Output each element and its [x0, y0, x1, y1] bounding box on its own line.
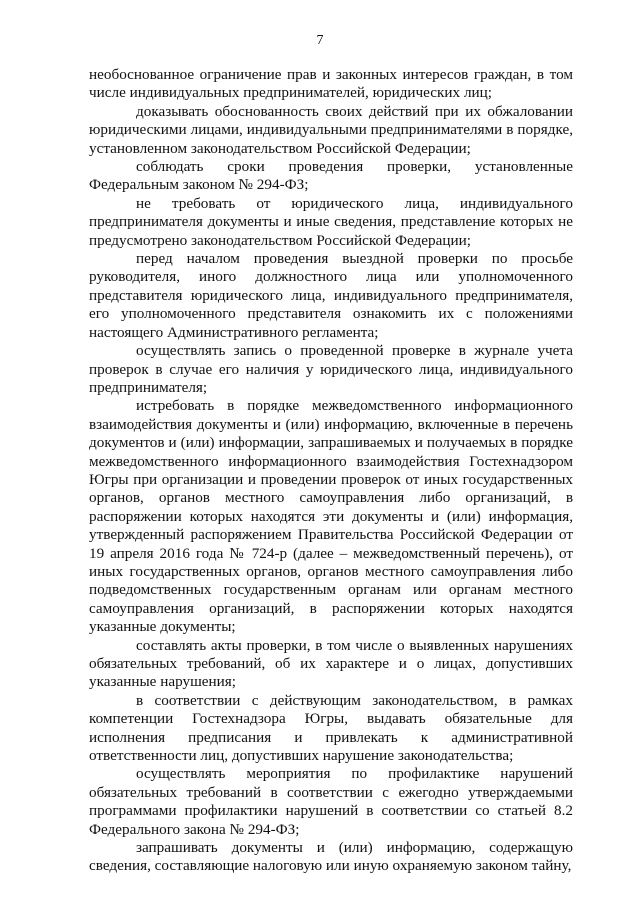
page-number: 7: [316, 33, 324, 48]
paragraph: не требовать от юридического лица, индивидуального предпринимателя документы и иные сведения, представление которых не предусмотрено законодательством Российской Федерации;: [89, 194, 573, 249]
paragraph: осуществлять запись о проведенной проверке в журнале учета проверок в случае его наличия у юридического лица, индивидуального предпринимателя;: [89, 342, 573, 396]
document-body: [89, 66, 573, 876]
paragraph: доказывать обоснованность своих действий при их обжаловании юридическими лицами, индивидуальными предпринимателями в порядке, установленном законодательством Российской Федерации;: [89, 102, 573, 157]
paragraph: в соответствии с действующим законодательством, в рамках компетенции Гостехнадзора Югры, выдавать обязательные для исполнения предписания и привлекать к административной ответственности лиц, допустивших нарушение законодательства;: [89, 691, 573, 765]
paragraph: осуществлять мероприятия по профилактике нарушений обязательных требований в соответствии с ежегодно утверждаемыми программами профилактики нарушений в соответствии со статьей 8.2 Федерального закона № 294-ФЗ;: [89, 765, 573, 838]
paragraph: истребовать в порядке межведомственного информационного взаимодействия документы и (или) информацию, включенные в перечень документов и (или) информации, запрашиваемых и получаемых в порядке межведомственного информационного взаимодействия Гостехнадзором Югры при организации и проведении проверок от иных государственных органов, органов местного самоуправления либо организаций, в распоряжении которых находятся эти документы и (или) информация, утвержденный распоряжением Правительства Российской Федерации от 19 апреля 2016 года № 724-р (далее – межведомственный перечень), от иных государственных органов, органов местного самоуправления либо подведомственных государственным органам или органам местного самоуправления организаций, в распоряжении которых находятся указанные документы;: [89, 397, 573, 636]
paragraph: составлять акты проверки, в том числе о выявленных нарушениях обязательных требований, об их характере и о лицах, допустивших указанные нарушения;: [89, 636, 573, 691]
paragraph-continuation: необоснованное ограничение прав и законных интересов граждан, в том числе индивидуальных предпринимателей, юридических лиц;: [89, 66, 573, 102]
paragraph: перед началом проведения выездной проверки по просьбе руководителя, иного должностного лица или уполномоченного представителя юридического лица, индивидуального предпринимателя, его уполномоченного представителя ознакомить их с положениями настоящего Административного регламента;: [89, 250, 573, 341]
paragraph: соблюдать сроки проведения проверки, установленные Федеральным законом № 294-ФЗ;: [89, 158, 573, 194]
paragraph: запрашивать документы и (или) информацию, содержащую сведения, составляющие налоговую или иную охраняемую законом тайну,: [89, 839, 573, 875]
